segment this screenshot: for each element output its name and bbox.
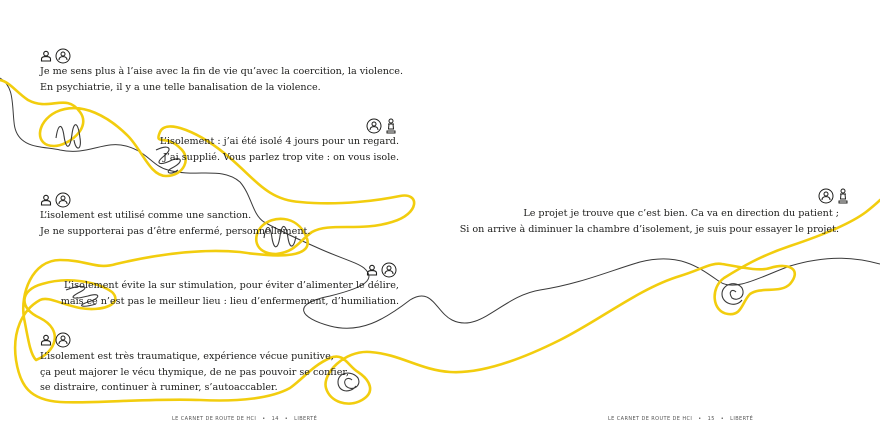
footer-separator: • [698, 416, 702, 422]
quote-line: Je ne supporterai pas d’être enfermé, personnellement. [40, 225, 311, 237]
footer-separator: • [284, 416, 289, 422]
footer-section: LIBERTÉ [294, 416, 318, 422]
quote-line: J’ai supplié. Vous parlez trop vite : on vous isole. [163, 151, 399, 163]
quote-line: Je me sens plus à l’aise avec la fin de vie qu’avec la coercition, la violence. [40, 66, 404, 77]
quote-3-icons [40, 192, 71, 208]
quote-1 [40, 64, 403, 95]
quote-4 [61, 278, 399, 309]
quote-6 [460, 206, 839, 237]
footer-title: LE CARNET DE ROUTE DE HCI [608, 416, 693, 422]
footer-separator: • [262, 416, 266, 422]
quote-line: Si on arrive à diminuer la chambre d’isolement, je suis pour essayer le projet. [459, 223, 839, 235]
person-circle-icon [818, 188, 834, 204]
yellow-spiral-2 [722, 284, 743, 305]
quote-line: L’isolement est utilisé comme une sanction. [40, 210, 252, 221]
quote-line: En psychiatrie, il y a une telle banalisation de la violence. [40, 81, 321, 93]
person-icon [40, 334, 52, 346]
chess-pawn-icon [385, 118, 397, 134]
quote-3 [40, 208, 310, 239]
caregiver-icon [55, 48, 71, 64]
person-icon [366, 264, 378, 276]
footer-title: LE CARNET DE ROUTE DE HCI [172, 416, 257, 422]
page-number: 15 [707, 416, 715, 422]
quote-line: L’isolement est très traumatique, expérience vécue punitive, [40, 351, 334, 362]
caregiver-icon [55, 332, 71, 348]
quote-line: L’isolement : j’ai été isolé 4 jours pour un regard. [159, 136, 399, 147]
person-circle-icon [366, 118, 382, 134]
quote-line: L’isolement évite la sur stimulation, pour éviter d’alimenter le délire, [63, 280, 399, 291]
quote-4-icons [366, 262, 397, 278]
quote-line: ça peut majorer le vécu thymique, de ne pas pouvoir se confier, [40, 366, 349, 378]
quote-2-icons [366, 118, 397, 134]
footer-right [608, 416, 757, 422]
caregiver-icon [381, 262, 397, 278]
chess-pawn-icon [837, 188, 849, 204]
quote-line: Le projet je trouve que c’est bien. Ca va en direction du patient ; [523, 208, 839, 219]
footer-section: LIBERTÉ [730, 416, 754, 422]
quote-1-icons [40, 48, 71, 64]
quote-line: mais ce n’est pas le meilleur lieu : lieu d’enfermement, d’humiliation. [60, 295, 399, 307]
footer-separator: • [720, 416, 725, 422]
quote-5-icons [40, 332, 71, 348]
page-number: 14 [271, 416, 279, 422]
quote-line: se distraire, continuer à ruminer, s’autoaccabler. [40, 382, 278, 393]
quote-5 [40, 349, 349, 396]
quote-6-icons [818, 188, 849, 204]
person-icon [40, 194, 52, 206]
footer-left [172, 416, 321, 422]
quote-2 [160, 134, 399, 165]
person-icon [40, 50, 52, 62]
caregiver-icon [55, 192, 71, 208]
